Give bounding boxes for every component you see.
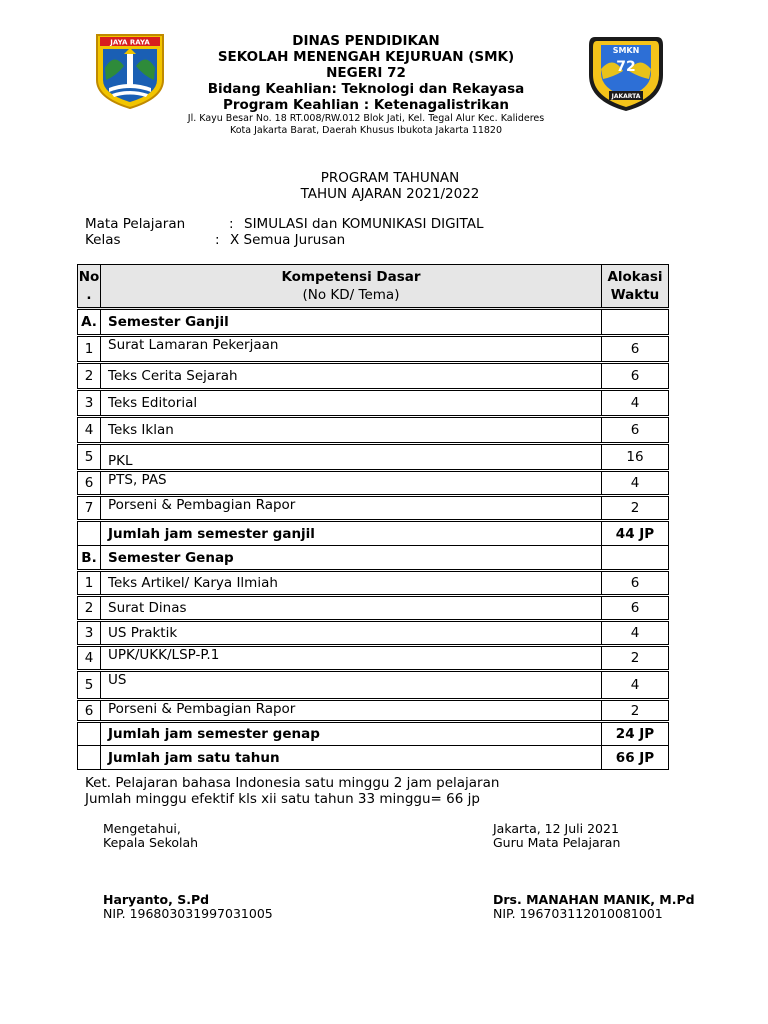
header-line1: DINAS PENDIDIKAN (292, 33, 440, 49)
class-separator: : (215, 232, 220, 248)
header-line3: NEGERI 72 (326, 65, 406, 81)
semester-code: B. (78, 546, 101, 571)
signature-left-name-block (103, 893, 273, 921)
table-row: 5 US 4 (78, 671, 669, 700)
table-row: 6 Porseni & Pembagian Rapor 2 (78, 700, 669, 722)
sum-genap-row (78, 722, 669, 746)
sig-left-line1: Mengetahui, (103, 821, 181, 836)
sig-left-name: Haryanto, S.Pd (103, 892, 210, 907)
sum-genap-value: 24 JP (602, 722, 669, 746)
table-row: 5 PKL 16 (78, 444, 669, 471)
signature-right (493, 822, 620, 850)
sig-right-nip: NIP. 196703112010081001 (493, 906, 663, 921)
note-line1: Ket. Pelajaran bahasa Indonesia satu minggu 2 jam pelajaran (85, 775, 500, 791)
header-kd: Kompetensi Dasar (No KD/ Tema) (101, 265, 602, 309)
logo-right-bottom-text: JAKARTA (611, 93, 641, 100)
table-row: 3 Teks Editorial 4 (78, 390, 669, 417)
subject-separator: : (229, 216, 234, 232)
table-row: 2 Teks Cerita Sejarah 6 (78, 363, 669, 390)
header-address1: Jl. Kayu Besar No. 18 RT.008/RW.012 Blok Jati, Kel. Tegal Alur Kec. Kalideres (187, 113, 545, 124)
subject-value: SIMULASI dan KOMUNIKASI DIGITAL (244, 216, 484, 232)
sum-genap-label: Jumlah jam semester genap (101, 722, 602, 746)
header-no: No . (78, 265, 101, 309)
class-value: X Semua Jurusan (230, 232, 346, 248)
sum-ganjil-row (78, 521, 669, 546)
logo-right-top-text: SMKN (612, 46, 640, 55)
logo-left-text: JAYA RAYA (110, 38, 150, 47)
table-row: 4 Teks Iklan 6 (78, 417, 669, 444)
header-line4: Bidang Keahlian: Teknologi dan Rekayasa (207, 81, 525, 97)
sig-right-name: Drs. MANAHAN MANIK, M.Pd (493, 892, 695, 907)
semester-ganjil-row (78, 309, 669, 336)
table-header-row (78, 265, 669, 309)
title-line1: PROGRAM TAHUNAN (320, 170, 460, 186)
signature-left (103, 822, 198, 850)
notes (85, 775, 499, 807)
table-row: 7 Porseni & Pembagian Rapor 2 (78, 496, 669, 521)
sig-left-nip: NIP. 196803031997031005 (103, 906, 273, 921)
smkn72-logo (587, 33, 665, 113)
sum-year-label: Jumlah jam satu tahun (101, 746, 602, 770)
note-line2: Jumlah minggu efektif kls xii satu tahun 33 minggu= 66 jp (85, 791, 480, 807)
semester-title: Semester Ganjil (101, 309, 602, 336)
header-address2: Kota Jakarta Barat, Daerah Khusus Ibukota Jakarta 11820 (229, 125, 503, 136)
logo-right-number: 72 (616, 59, 636, 75)
table-row: 6 PTS, PAS 4 (78, 471, 669, 496)
semester-title: Semester Genap (101, 546, 602, 571)
program-table (77, 264, 669, 770)
table-row: 1 Surat Lamaran Pekerjaan 6 (78, 336, 669, 363)
header-line2: SEKOLAH MENENGAH KEJURUAN (SMK) (217, 49, 515, 65)
class-label: Kelas (85, 232, 121, 248)
sum-ganjil-label: Jumlah jam semester ganjil (101, 521, 602, 546)
signature-right-name-block (493, 893, 695, 921)
table-row: 4 UPK/UKK/LSP-P.1 2 (78, 646, 669, 671)
sig-left-line2: Kepala Sekolah (103, 835, 199, 850)
letterhead (180, 33, 552, 137)
sig-right-line2: Guru Mata Pelajaran (493, 835, 621, 850)
class-row (85, 232, 345, 248)
table-row: 3 US Praktik 4 (78, 621, 669, 646)
subject-row (85, 216, 484, 232)
semester-genap-row (78, 546, 669, 571)
sum-ganjil-value: 44 JP (602, 521, 669, 546)
document-title (180, 170, 600, 202)
header-alokasi: Alokasi Waktu (602, 265, 669, 309)
sig-right-line1: Jakarta, 12 Juli 2021 (493, 821, 619, 836)
header-line5: Program Keahlian : Ketenagalistrikan (222, 97, 510, 113)
sum-year-row (78, 746, 669, 770)
subject-label: Mata Pelajaran (85, 216, 186, 232)
semester-code: A. (78, 309, 101, 336)
sum-year-value: 66 JP (602, 746, 669, 770)
jaya-raya-logo (94, 32, 166, 110)
table-row: 1 Teks Artikel/ Karya Ilmiah 6 (78, 571, 669, 596)
table-row: 2 Surat Dinas 6 (78, 596, 669, 621)
title-line2: TAHUN AJARAN 2021/2022 (300, 186, 480, 202)
